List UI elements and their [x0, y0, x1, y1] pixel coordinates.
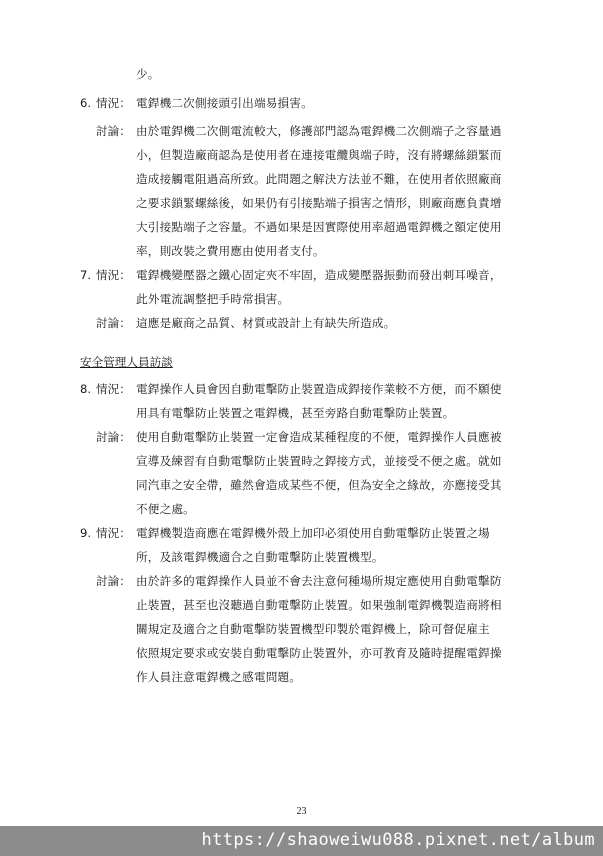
discussion-text: 依照規定要求或安裝自動電擊防止裝置外，亦可教育及隨時提醒電銲操: [136, 646, 502, 660]
situation-text: 電銲操作人員會因自動電擊防止裝置造成銲接作業較不方便，而不願使: [136, 382, 502, 396]
discussion-text: 使用自動電擊防止裝置一定會造成某種程度的不便，電銲操作人員應被: [136, 430, 502, 444]
item-number: 8.: [80, 382, 92, 396]
item-number: 9.: [80, 526, 92, 540]
discussion-text: 之要求鎖緊螺絲後，如果仍有引接點端子損害之情形，則廠商應負責增: [136, 196, 502, 210]
continued-line: 少。: [136, 67, 160, 81]
discussion-text: 造成接觸電阻過高所致。此問題之解決方法並不難，在使用者依照廠商: [136, 172, 502, 186]
watermark-bar: [0, 826, 603, 856]
discussion-text: 同汽車之安全帶，雖然會造成某些不便，但為安全之緣故，亦應接受其: [136, 478, 502, 492]
discussion-text: 宣導及練習有自動電擊防止裝置時之銲接方式，並接受不便之處。就如: [136, 454, 502, 468]
discussion-text: 關規定及適合之自動電擊防裝置機型印製於電銲機上，除可督促雇主: [136, 622, 490, 636]
situation-text: 電銲機二次側接頭引出端易損害。: [136, 96, 313, 110]
item-number: 6.: [80, 96, 92, 110]
situation-label: 情況：: [96, 268, 131, 282]
discussion-text: 由於電銲機二次側電流較大，修護部門認為電銲機二次側端子之容量過: [136, 124, 502, 138]
discussion-label: 討論：: [96, 430, 131, 444]
item-number: 7.: [80, 268, 92, 282]
situation-text: 此外電流調整把手時常損害。: [136, 292, 290, 306]
discussion-label: 討論：: [96, 316, 131, 330]
discussion-text: 不便之處。: [136, 502, 195, 516]
discussion-label: 討論：: [96, 574, 131, 588]
page-number: 23: [296, 806, 307, 817]
situation-label: 情況：: [96, 382, 131, 396]
situation-text: 電銲機變壓器之鐵心固定夾不牢固，造成變壓器振動而發出刺耳噪音，: [136, 268, 502, 282]
situation-text: 用具有電擊防止裝置之電銲機，甚至旁路自動電擊防止裝置。: [136, 406, 455, 420]
discussion-text: 率，則改裝之費用應由使用者支付。: [136, 244, 325, 258]
discussion-text: 由於許多的電銲操作人員並不會去注意何種場所規定應使用自動電擊防: [136, 574, 502, 588]
situation-text: 電銲機製造商應在電銲機外殼上加印必須使用自動電擊防止裝置之場: [136, 526, 490, 540]
discussion-text: 小，但製造廠商認為是使用者在連接電纜與端子時，沒有將螺絲鎖緊而: [136, 148, 502, 162]
discussion-text: 作人員注意電銲機之感電問題。: [136, 670, 302, 684]
discussion-text: 大引接點端子之容量。不過如果是因實際使用率超過電銲機之額定使用: [136, 220, 502, 234]
situation-label: 情況：: [96, 526, 131, 540]
situation-label: 情況：: [96, 96, 131, 110]
situation-text: 所，及該電銲機適合之自動電擊防止裝置機型。: [136, 550, 384, 564]
discussion-label: 討論：: [96, 124, 131, 138]
discussion-text: 止裝置，甚至也沒聽過自動電擊防止裝置。如果強制電銲機製造商將相: [136, 598, 502, 612]
watermark-url: https://shaoweiwu088.pixnet.net/album: [201, 830, 595, 850]
discussion-text: 這應是廠商之品質、材質或設計上有缺失所造成。: [136, 316, 396, 330]
section-heading: 安全管理人員訪談: [80, 355, 173, 369]
